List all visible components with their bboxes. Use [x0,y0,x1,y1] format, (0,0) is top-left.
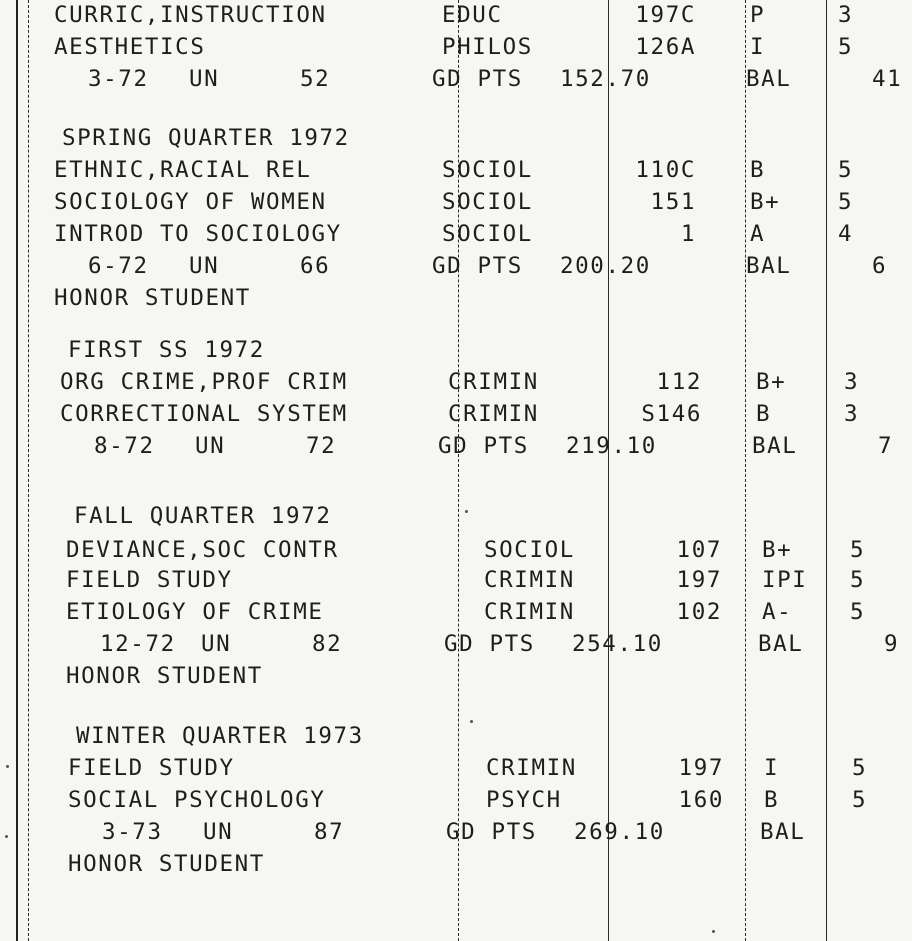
honor-note [0,283,898,313]
course-title: SOCIAL PSYCHOLOGY [68,787,326,813]
term-title: WINTER QUARTER 1973 [76,723,364,749]
course-units: 5 [838,189,854,215]
balance-label: BAL [752,433,798,459]
course-units: 5 [850,599,866,625]
grade-points-label: GD PTS [432,253,523,279]
course-dept: PHILOS [442,34,533,60]
course-grade: I [750,34,766,60]
course-title: AESTHETICS [54,34,206,60]
course-number: 197C [635,2,696,28]
course-row [0,0,898,30]
course-title: DEVIANCE,SOC CONTR [66,537,339,563]
course-number: 151 [650,189,696,215]
units-label: UN [189,253,220,279]
course-number: 126A [635,34,696,60]
course-row [14,753,912,783]
course-title: SOCIOLOGY OF WOMEN [54,189,327,215]
course-units: 5 [852,787,868,813]
summary-date: 8-72 [94,433,155,459]
paper-speck [712,930,715,933]
units-total: 87 [314,819,345,845]
course-units: 5 [838,34,854,60]
balance-value: 41 [872,66,903,92]
grade-points-label: GD PTS [432,66,523,92]
course-dept: SOCIOL [442,221,533,247]
course-number: 197 [676,567,722,593]
course-units: 3 [844,369,860,395]
course-grade: B+ [750,189,781,215]
course-row [12,597,910,627]
course-dept: CRIMIN [486,755,577,781]
course-dept: PSYCH [486,787,562,813]
course-grade: I [764,755,780,781]
units-label: UN [203,819,234,845]
summary-date: 12-72 [100,631,176,657]
units-label: UN [189,66,220,92]
term-summary-row [0,64,903,94]
term-heading [12,501,910,531]
grade-points-total: 219.10 [566,433,657,459]
course-dept: CRIMIN [448,369,539,395]
course-grade: B+ [762,537,793,563]
units-total: 52 [300,66,331,92]
course-title: ETHNIC,RACIAL REL [54,157,312,183]
course-dept: SOCIOL [484,537,575,563]
balance-label: BAL [746,66,792,92]
grade-points-total: 269.10 [574,819,665,845]
balance-value: 7 [878,433,894,459]
balance-value: 6 [872,253,888,279]
units-total: 72 [306,433,337,459]
course-title: FIELD STUDY [68,755,235,781]
course-row [0,219,898,249]
course-row [14,785,912,815]
term-summary-row [0,251,898,281]
term-summary-row [6,431,904,461]
balance-label: BAL [746,253,792,279]
course-number: 1 [680,221,696,247]
course-dept: CRIMIN [448,401,539,427]
course-units: 4 [838,221,854,247]
grade-points-label: GD PTS [444,631,535,657]
course-row [12,535,910,565]
course-number: 197 [678,755,724,781]
term-summary-row [14,817,912,847]
course-dept: EDUC [442,2,503,28]
course-number: S146 [641,401,702,427]
honor-student-note: HONOR STUDENT [54,285,251,311]
course-title: ORG CRIME,PROF CRIM [60,369,348,395]
honor-student-note: HONOR STUDENT [68,851,265,877]
course-number: 102 [676,599,722,625]
grade-points-total: 152.70 [560,66,651,92]
course-units: 5 [850,537,866,563]
balance-value: 9 [884,631,900,657]
paper-speck [5,835,8,838]
course-dept: CRIMIN [484,567,575,593]
course-title: CORRECTIONAL SYSTEM [60,401,348,427]
course-title: CURRIC,INSTRUCTION [54,2,327,28]
course-grade: B [756,401,772,427]
course-units: 3 [844,401,860,427]
course-units: 5 [850,567,866,593]
grade-points-label: GD PTS [446,819,537,845]
honor-note [12,661,910,691]
course-dept: CRIMIN [484,599,575,625]
honor-note [14,849,912,879]
course-row [0,187,898,217]
term-heading [6,335,904,365]
units-total: 82 [312,631,343,657]
course-grade: A- [762,599,793,625]
balance-label: BAL [758,631,804,657]
course-units: 5 [838,157,854,183]
term-title: FIRST SS 1972 [68,337,265,363]
grade-points-label: GD PTS [438,433,529,459]
course-title: FIELD STUDY [66,567,233,593]
course-row [6,399,904,429]
course-row [0,155,898,185]
course-row [12,565,910,595]
course-number: 110C [635,157,696,183]
course-row [6,367,904,397]
course-grade: B [750,157,766,183]
course-number: 107 [676,537,722,563]
summary-date: 3-73 [102,819,163,845]
course-grade: B+ [756,369,787,395]
honor-student-note: HONOR STUDENT [66,663,263,689]
course-number: 160 [678,787,724,813]
paper-speck [6,765,9,768]
grade-points-total: 200.20 [560,253,651,279]
course-row [0,32,898,62]
term-title: FALL QUARTER 1972 [74,503,332,529]
summary-date: 3-72 [88,66,149,92]
term-summary-row [12,629,910,659]
units-label: UN [195,433,226,459]
course-number: 112 [656,369,702,395]
balance-label: BAL [760,819,806,845]
course-dept: SOCIOL [442,157,533,183]
course-title: ETIOLOGY OF CRIME [66,599,324,625]
term-heading [14,721,912,751]
units-total: 66 [300,253,331,279]
course-grade: B [764,787,780,813]
course-units: 5 [852,755,868,781]
term-title: SPRING QUARTER 1972 [62,125,350,151]
course-grade: P [750,2,766,28]
course-units: 3 [838,2,854,28]
term-heading [0,123,898,153]
grade-points-total: 254.10 [572,631,663,657]
course-grade: IPI [762,567,808,593]
course-dept: SOCIOL [442,189,533,215]
summary-date: 6-72 [88,253,149,279]
course-grade: A [750,221,766,247]
course-title: INTROD TO SOCIOLOGY [54,221,342,247]
units-label: UN [201,631,232,657]
